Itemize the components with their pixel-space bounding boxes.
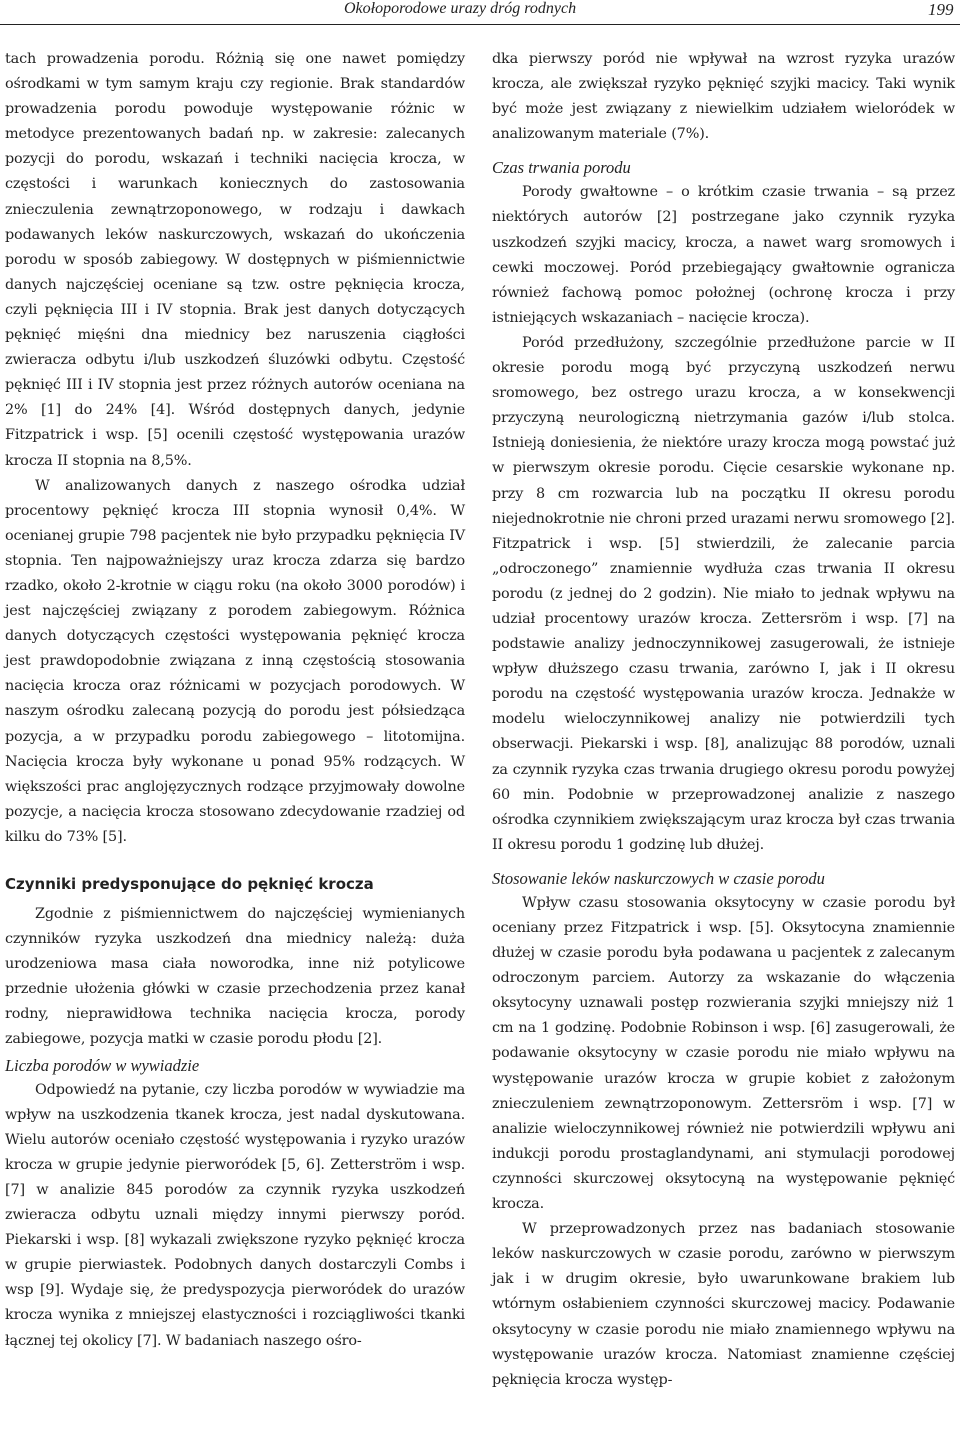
running-title: Okołoporodowe urazy dróg rodnych <box>344 0 577 17</box>
paragraph: Zgodnie z piśmiennictwem do najczęściej wymienianych czynników ryzyka uszkodzeń dna miednicy należą: duża urodzeniowa masa ciała noworodka, inne niż potylicowe przednie ułożenia główki w czasie przechodzenia przez kanał rodny, nieprawidłowa technika nacięcia krocza, porody zabiegowe, pozycja matki w czasie porodu płodu [2]. <box>5 906 465 1048</box>
paragraph: Wpływ czasu stosowania oksytocyny w czasie porodu był oceniany przez Fitzpatrick i wsp. [5]. Oksytocyna znamiennie dłużej w czasie porodu była podawana u pacjentek z zalecanym odroczonym parciem. Autorzy za wskazanie do włączenia oksytocyny uznawali postęp rozwierania szyjki mniejszy niż 1 cm na 1 godzinę. Podobnie Robinson i wsp. [6] zasugerowali, że podawanie oksytocyny w czasie porodu nie miało wpływu na występowanie urazów krocza w grupie kobiet z założonym znieczuleniem zewnątrzoponowym. Zettersröm i wsp. [7] w analizie wieloczynnikowej również nie potwierdzili wpływu ani indukcji porodu prostaglandynami, ani stymulacji porodowej czynności skurczowej oksytocyną na występowanie pęknięć krocza. <box>492 894 955 1213</box>
header-rule <box>0 24 960 25</box>
subsection-heading: Czas trwania porodu <box>492 158 631 178</box>
left-column <box>5 47 465 1354</box>
paragraph: Poród przedłużony, szczególnie przedłużone parcie w II okresie porodu mogą być przyczyną uszkodzeń nerwu sromowego, bez ostrego urazu krocza, a w konsekwencji przyczyną neurologiczną nietrzymania gazów i/lub stolca. Istnieją doniesienia, że niektóre urazy krocza mogą powstać już w pierwszym okresie porodu. Cięcie cesarskie wykonane np. przy 8 cm rozwarcia lub na początku II okresu porodu niejednokrotnie nie chroni przed urazami nerwu sromowego [2]. Fitzpatrick i wsp. [5] stwierdzili, że zalecanie parcia „odroczonego” znamiennie wydłuża czas trwania II okresu porodu (z jednej do 2 godzin). Nie miało to jednak wpływu na udział procentowy urazów krocza. Zettersröm i wsp. [7] na podstawie analizy jednoczynnikowej zasugerowali, że istnieje wpływ dłuższego czasu trwania, zarówno I, jak i II okresu porodu na częstość występowania urazów krocza. Jednakże w modelu wieloczynnikowej analizy nie potwierdzili tych obserwacji. Piekarski i wsp. [8], analizując 88 porodów, uznali za czynnik ryzyka czas trwania drugiego okresu porodu powyżej 60 min. Podobnie w przeprowadzonej analizie z naszego ośrodka czynnikiem zwiększającym uraz krocza był czas trwania II okresu porodu 1 godzinę lub dłużej. <box>492 334 955 853</box>
right-column <box>492 47 955 1393</box>
page-number: 199 <box>928 0 954 19</box>
paragraph: dka pierwszy poród nie wpływał na wzrost ryzyka urazów krocza, ale zwiększał ryzyko pęknięć szyjki macicy. Taki wynik być może jest związany z niewielkim udziałem wieloródek w analizowanym materiale (7%). <box>492 51 955 143</box>
section-heading: Czynniki predysponujące do pęknięć krocza <box>5 875 374 893</box>
paragraph: tach prowadzenia porodu. Różnią się one nawet pomiędzy ośrodkami w tym samym kraju czy regionie. Brak standardów prowadzenia porodu powoduje występowanie różnic w metodyce prezentowanych badań np. w zakresie: zalecanych pozycji do porodu, wskazań i techniki nacięcia krocza, w częstości i warunkach koniecznych do zastosowania znieczulenia zewnątrzoponowego, w rodzaju i dawkach podawanych leków naskurczowych, wskazań do ukończenia porodu w sposób zabiegowy. W dostępnych w piśmiennictwie danych najczęściej oceniane są tzw. ostre pęknięcia krocza, czyli pęknięcia III i IV stopnia. Brak jest danych dotyczących pęknięć mięśni dna miednicy bez naruszenia ciągłości zwieracza odbytu i/lub uszkodzeń śluzówki odbytu. Częstość pęknięć III i IV stopnia jest przez różnych autorów oceniana na 2% [1] do 24% [4]. Wśród dostępnych danych, jedynie Fitzpatrick i wsp. [5] ocenili częstość występowania urazów krocza II stopnia na 8,5%. <box>5 51 465 469</box>
paragraph: W analizowanych danych z naszego ośrodka udział procentowy pęknięć krocza III stopnia wynosił 0,4%. W ocenianej grupie 798 pacjentek nie było przypadku pęknięcia IV stopnia. Ten najpoważniejszy uraz krocza zdarza się bardzo rzadko, około 2-krotnie w ciągu roku (na około 3000 porodów) i jest najczęściej związany z porodem zabiegowym. Różnica danych dotyczących częstości występowania pęknięć krocza jest prawdopodobnie związana z inną częstością stosowania nacięcia krocza oraz różnicami w pozycjach porodowych. W naszym ośrodku zalecaną pozycją do porodu jest półsiedząca pozycja, a w przypadku porodu zabiegowego – litotomijna. Nacięcia krocza były wykonane u ponad 95% rodzących. W większości prac anglojęzycznych rodzące przyjmowały dowolne pozycje, a nacięcia krocza stosowano zdecydowanie rzadziej od kilku do 73% [5]. <box>5 477 465 845</box>
paragraph: Odpowiedź na pytanie, czy liczba porodów w wywiadzie ma wpływ na uszkodzenia tkanek krocza, jest nadal dyskutowana. Wielu autorów oceniało częstość występowania i ryzyko urazów krocza w grupie jedynie pierworódek [5, 6]. Zetterström i wsp. [7] w analizie 845 porodów za czynnik ryzyka uszkodzeń zwieracza odbytu uznali między innymi pierwszy poród. Piekarski i wsp. [8] wykazali zwiększone ryzyko pęknięć krocza w grupie pierwiastek. Podobnych danych dostarczyli Combs i wsp [9]. Wydaje się, że predyspozycja pierworódek do urazów krocza wynika z mniejszej elastyczności i rozciągliwości tkanki łącznej tej okolicy [7]. W badaniach naszego ośro- <box>5 1081 465 1349</box>
paragraph: Porody gwałtowne – o krótkim czasie trwania – są przez niektórych autorów [2] postrzegane jako czynnik ryzyka uszkodzeń szyjki macicy, krocza, a nawet warg sromowych i cewki moczowej. Poród przebiegający gwałtownie ogranicza również fachową pomoc położnej (ochronę krocza i przy istniejących wskazaniach – nacięcie krocza). <box>492 184 955 326</box>
paragraph: W przeprowadzonych przez nas badaniach stosowanie leków naskurczowych w czasie porodu, zarówno w pierwszym jak i w drugim okresie, było uwarunkowane brakiem lub wtórnym osłabieniem czynności skurczowej macicy. Podawanie oksytocyny w czasie porodu nie miało znamiennego wpływu na występowanie urazów krocza. Natomiast znamienne częściej pęknięcia krocza występ- <box>492 1221 955 1388</box>
subsection-heading: Liczba porodów w wywiadzie <box>5 1055 200 1075</box>
page-header <box>0 0 960 26</box>
subsection-heading: Stosowanie leków naskurczowych w czasie porodu <box>492 868 825 888</box>
